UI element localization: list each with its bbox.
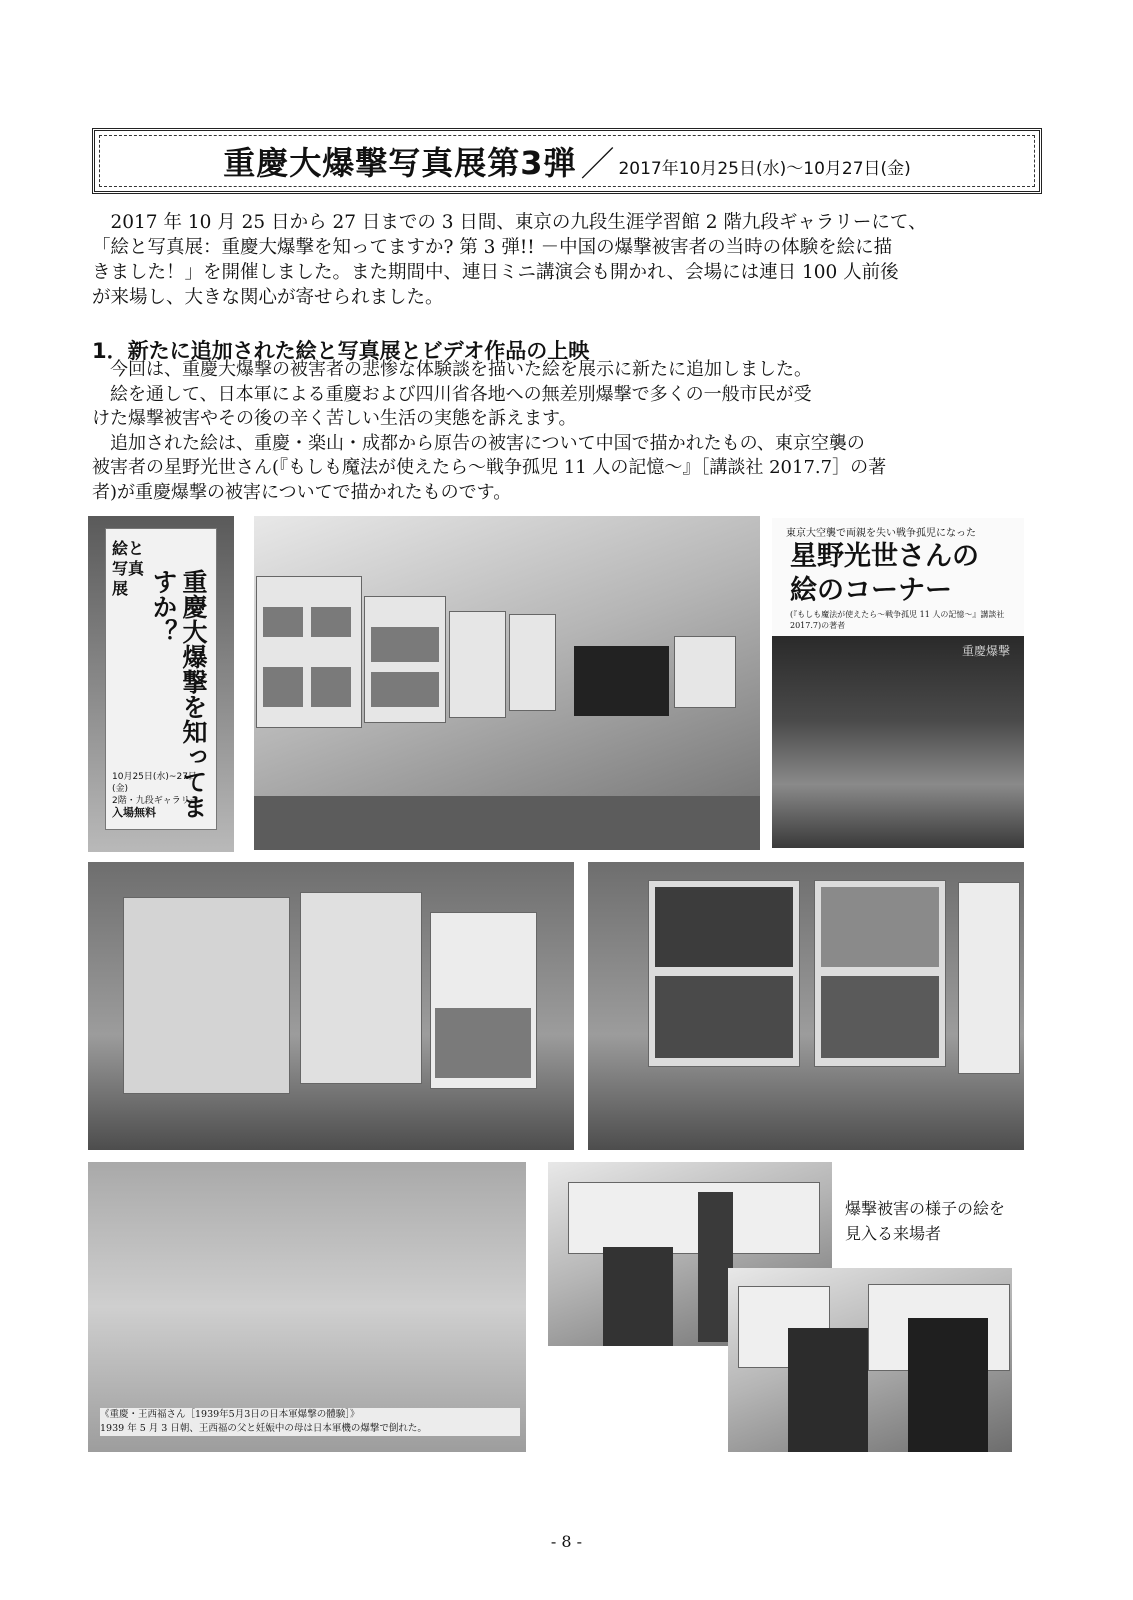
painting-panel: [814, 880, 946, 1067]
floor-chairs: [254, 796, 760, 850]
painting-label: 重慶爆撃: [961, 644, 1010, 658]
poster-panel: [674, 636, 736, 708]
painting: [821, 976, 939, 1058]
poster-photo: [371, 627, 439, 662]
intro-paragraph: [92, 210, 1042, 310]
video-monitor: [574, 646, 669, 716]
article-title-box: [92, 128, 1042, 194]
banner-dates: 10月25日(水)~27日(金): [112, 772, 197, 794]
banner-vertical-text: 重慶大爆撃を知ってますか？: [149, 569, 208, 819]
painting-portrait: [300, 892, 422, 1084]
intro-line: きました！」を開催しました。また期間中、連日ミニ講演会も開かれ、会場には連日 100 人前後: [92, 262, 899, 283]
hoshino-sign-line2: 絵のコーナー: [790, 575, 952, 606]
intro-line: が来場し、大きな関心が寄せられました。: [92, 287, 444, 308]
painting-panel: [648, 880, 800, 1067]
poster-photo: [263, 667, 303, 707]
painting-caption-text: 1939 年 5 月 3 日朝、王西福の父と妊娠中の母は日本軍機の爆撃で倒れた。: [100, 1423, 427, 1434]
visitor-caption: [845, 1196, 1005, 1246]
body-line: 絵を通して、日本軍による重慶および四川省各地への無差別爆撃で多くの一般市民が受: [110, 383, 812, 405]
painting: [655, 887, 793, 967]
poster-panel: [364, 596, 446, 723]
body-line: 者)が重慶爆撃の被害についてで描かれたものです。: [92, 481, 512, 503]
visitor-figure: [603, 1247, 673, 1346]
bombing-painting: [772, 636, 1024, 848]
paintings-wall-photo: [88, 862, 574, 1150]
visitor-figure: [788, 1328, 868, 1452]
section-heading: 1．新たに追加された絵と写真展とビデオ作品の上映: [92, 339, 590, 363]
hoshino-sign-note: (『もしも魔法が使えたら～戦争孤児 11 人の記憶～』講談社 2017.7)の著者: [790, 610, 1005, 630]
banner-details: [112, 771, 212, 819]
poster-photo: [435, 1008, 531, 1078]
banner-venue: 2階・九段ギャラリー: [112, 796, 199, 806]
visitors-photo-2: [728, 1268, 1012, 1452]
hoshino-corner-sign: [772, 518, 1024, 636]
title-slash: ／: [580, 144, 615, 185]
intro-line: 「絵と写真展：重慶大爆撃を知ってますか? 第 3 弾!! －中国の爆撃被害者の当時の体験を絵に描: [92, 237, 893, 258]
intro-line: 2017 年 10 月 25 日から 27 日までの 3 日間、東京の九段生涯学習館 2 階九段ギャラリーにて、: [110, 212, 927, 233]
painting-caption: [100, 1408, 520, 1436]
painting-caption-title: 《重慶・王西福さん［1939年5月3日の日本軍爆撃の體験］》: [100, 1409, 360, 1420]
article-title: 重慶大爆撃写真展第3弾: [223, 144, 577, 182]
poster-photo: [371, 672, 439, 707]
painting-caption-sheet: [430, 912, 537, 1089]
poster-photo: [311, 667, 351, 707]
poster-panel: [509, 614, 556, 711]
event-date-range: 2017年10月25日(水)～10月27日(金): [618, 158, 911, 179]
painting-landscape: [123, 897, 290, 1094]
poster-panel: [449, 611, 506, 718]
poster-photo: [263, 607, 303, 637]
section-body: [92, 358, 1042, 505]
body-line: けた爆撃被害やその後の辛く苦しい生活の実態を訴えます。: [92, 408, 577, 429]
poster-panel: [256, 576, 362, 728]
banner-admission: 入場無料: [112, 806, 156, 819]
body-line: 被害者の星野光世さん(『もしも魔法が使えたら～戦争孤児 11 人の記憶～』［講談社 2017.7］の著: [92, 457, 887, 478]
visitor-figure: [908, 1318, 988, 1452]
gallery-room-photo: [254, 516, 760, 850]
body-line: 追加された絵は、重慶・楽山・成都から原告の被害について中国で描かれたもの、東京空襲の: [110, 432, 865, 454]
visitor-caption-line: 見入る来場者: [845, 1224, 942, 1243]
page-number: - 8 -: [550, 1532, 583, 1551]
visitor-caption-line: 爆撃被害の様子の絵を: [845, 1199, 1006, 1218]
poster-panel: [568, 1182, 820, 1254]
painting: [821, 887, 939, 967]
body-line: 今回は、重慶大爆撃の被害者の悲惨な体験談を描いた絵を展示に新たに追加しました。: [110, 359, 812, 380]
hoshino-sign-top: 東京大空襲で両親を失い戦争孤児になった: [786, 528, 976, 539]
painting: [655, 976, 793, 1058]
exhibition-banner: [105, 528, 217, 830]
hoshino-paintings-photo: [588, 862, 1024, 1150]
poster-photo: [311, 607, 351, 637]
hoshino-sign-line1: 星野光世さんの: [790, 541, 979, 572]
banner-top-text: 絵と写真展: [112, 539, 145, 598]
painting-panel: [958, 882, 1020, 1074]
